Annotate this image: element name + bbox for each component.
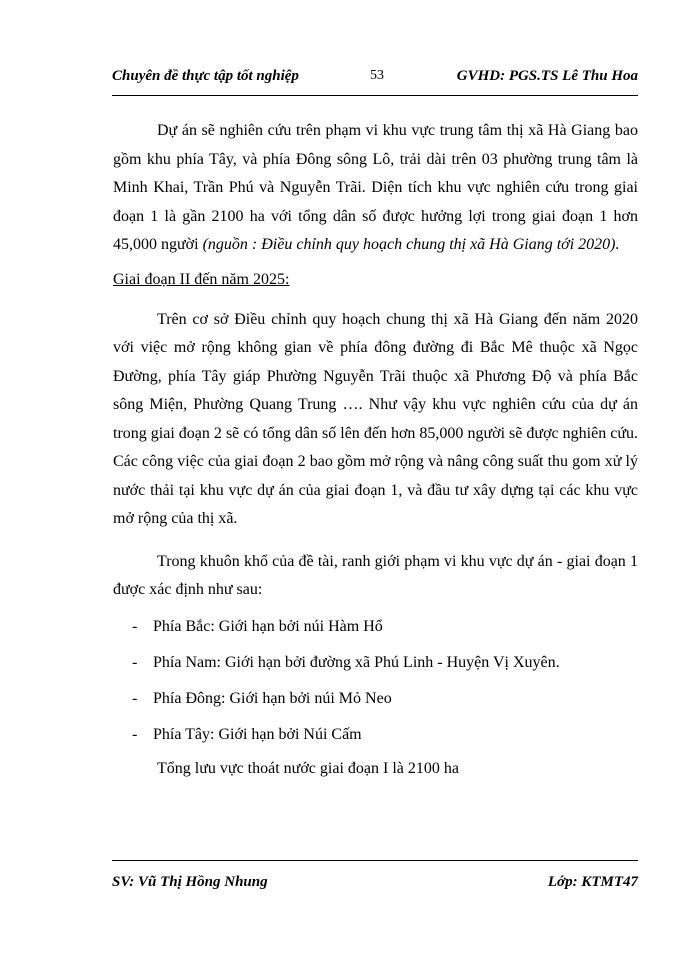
list-item bbox=[113, 617, 638, 637]
document-body bbox=[113, 117, 638, 783]
header-title: Chuyên đề thực tập tốt nghiệp bbox=[112, 68, 299, 84]
paragraph-total-area: Tổng lưu vực thoát nước giai đoạn I là 2100 ha bbox=[157, 759, 459, 777]
bullet-dash: - bbox=[132, 653, 138, 671]
page-number: 53 bbox=[370, 68, 384, 83]
footer-class: Lớp: KTMT47 bbox=[547, 874, 638, 890]
paragraph-boundary-intro: Trong khuôn khổ của đề tài, ranh giới phạm vi khu vực dự án - giai đoạn 1 được xác định như sau: bbox=[113, 552, 638, 598]
paragraph-scope-text: Dự án sẽ nghiên cứu trên phạm vi khu vực trung tâm thị xã Hà Giang bao gồm khu phía Tây, và phía Đông sông Lô, trải dài trên 03 phường trung tâm là Minh Khai, Trần Phú và Nguyễn Trãi. Diện tích khu vực nghiên cứu trong giai đoạn 1 là gần 2100 ha với tổng dân số được hưởng lợi trong giai đoạn 1 hơn 45,000 người bbox=[113, 122, 638, 253]
list-item-text: Phía Đông: Giới hạn bởi núi Mỏ Neo bbox=[153, 689, 392, 707]
list-item bbox=[113, 653, 638, 673]
bullet-dash: - bbox=[132, 689, 138, 707]
source-citation: (nguồn : Điều chỉnh quy hoạch chung thị xã Hà Giang tới 2020). bbox=[202, 236, 620, 253]
header-advisor: GVHD: PGS.TS Lê Thu Hoa bbox=[456, 68, 638, 84]
list-item bbox=[113, 689, 638, 709]
header-divider bbox=[112, 95, 638, 96]
paragraph-scope bbox=[113, 117, 638, 260]
footer-divider bbox=[112, 860, 638, 861]
list-item-text: Phía Nam: Giới hạn bởi đường xã Phú Linh - Huyện Vị Xuyên. bbox=[153, 653, 560, 671]
page-footer bbox=[112, 874, 638, 896]
list-item-text: Phía Tây: Giới hạn bởi Núi Cấm bbox=[153, 725, 362, 743]
boundary-list bbox=[113, 617, 638, 745]
list-item bbox=[113, 725, 638, 745]
bullet-dash: - bbox=[132, 617, 138, 635]
bullet-dash: - bbox=[132, 725, 138, 743]
section-heading: Giai đoạn II đến năm 2025: bbox=[113, 270, 290, 288]
list-item-text: Phía Bắc: Giới hạn bởi núi Hàm Hổ bbox=[153, 617, 383, 635]
page-header bbox=[112, 68, 638, 90]
footer-student: SV: Vũ Thị Hồng Nhung bbox=[112, 874, 268, 890]
paragraph-phase-2: Trên cơ sở Điều chỉnh quy hoạch chung thị xã Hà Giang đến năm 2020 với việc mở rộng không gian về phía đông đường đi Bắc Mê thuộc xã Ngọc Đường, phía Tây giáp Phường Nguyễn Trãi thuộc xã Phương Độ và phía Bắc sông Miện, Phường Quang Trung …. Như vậy khu vực nghiên cứu của dự án trong giai đoạn 2 sẽ có tổng dân số lên đến hơn 85,000 người sẽ được nghiên cứu. Các công việc của giai đoạn 2 bao gồm mở rộng và nâng công suất thu gom xử lý nước thải tại khu vực dự án của giai đoạn 1, và đầu tư xây dựng tại các khu vực mở rộng của thị xã. bbox=[113, 310, 638, 527]
